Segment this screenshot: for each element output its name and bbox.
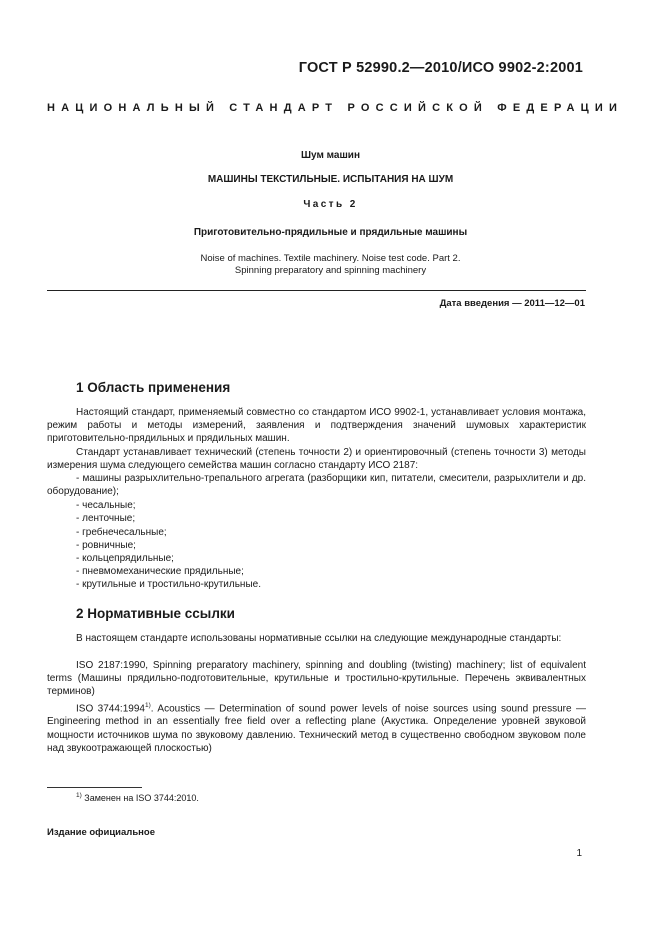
reference-iso-2187 (47, 659, 586, 698)
title-divider (47, 290, 586, 291)
list-item: - кольцепрядильные; (76, 553, 174, 564)
reference-iso-3744-text: . Acoustics — Determination of sound power levels of noise sources using sound pressure — Engineering method in an essentially free field over a reflecting plane (Акустика. Определение уровней звуковой мощности источников шума по звуковому давлению. Технический метод в существенно свободном звуковом поле над звукоотражающей плоскостью) (47, 703, 587, 754)
section2-paragraph1 (47, 632, 586, 645)
document-code: ГОСТ Р 52990.2—2010/ИСО 9902-2:2001 (298, 60, 583, 76)
section1-p1-text: Настоящий стандарт, применяемый совместно со стандартом ИСО 9902-1, устанавливает условия монтажа, режим работы и методы измерений, заявления и подтверждения значений шумовых характеристик приготовительно-прядильных и прядильных машин. (47, 407, 586, 445)
list-item: - чесальные; (76, 500, 136, 511)
footnote-divider (47, 787, 142, 788)
section1-paragraph2 (47, 446, 586, 472)
national-standard-header: НАЦИОНАЛЬНЫЙ СТАНДАРТ РОССИЙСКОЙ ФЕДЕРАЦИИ (47, 102, 624, 114)
introduction-date: Дата введения — 2011—12—01 (439, 298, 585, 309)
reference-iso-3744-code: ISO 3744:1994 (76, 703, 145, 715)
footnote-text: Заменен на ISO 3744:2010. (81, 793, 199, 803)
list-item: - крутильные и тростильно-крутильные. (76, 579, 261, 590)
footnote-marker: 1) (144, 702, 151, 709)
footnote-marker: 1) (76, 792, 82, 799)
list-item: - ровничные; (76, 540, 136, 551)
section2-heading: 2 Нормативные ссылки (76, 606, 235, 621)
title-subject: Шум машин (300, 150, 360, 161)
section1-paragraph1 (47, 406, 586, 445)
section1-heading: 1 Область применения (76, 380, 231, 395)
reference-iso-2187-text: ISO 2187:1990, Spinning preparatory machinery, spinning and doubling (twisting) machinery; list of equivalent terms (Машины прядильно-подготовительные, крутильные и тростильно-крутильные. Перечень эквивалентных терминов) (47, 660, 586, 698)
list-item: - гребнечесальные; (76, 527, 167, 538)
reference-iso-3744 (47, 699, 586, 755)
list-item: - пневмомеханические прядильные; (76, 566, 244, 577)
title-part: Часть 2 (303, 199, 358, 210)
title-english (47, 253, 614, 277)
title-english-line1: Noise of machines. Textile machinery. Noise test code. Part 2. (200, 253, 461, 264)
title-english-line2: Spinning preparatory and spinning machinery (234, 265, 427, 276)
title-main: МАШИНЫ ТЕКСТИЛЬНЫЕ. ИСПЫТАНИЯ НА ШУМ (207, 174, 454, 185)
title-subtitle: Приготовительно-прядильные и прядильные машины (193, 227, 468, 238)
section2-p1-text: В настоящем стандарте использованы нормативные ссылки на следующие международные стандарты: (76, 633, 562, 644)
page-number: 1 (576, 848, 582, 859)
edition-label: Издание официальное (47, 827, 155, 838)
list-item: - машины разрыхлительно-трепального агрегата (разборщики кип, питатели, смесители, разрыхлители и др. оборудование); (47, 473, 586, 498)
footnote (76, 792, 199, 803)
list-item: - ленточные; (76, 513, 136, 524)
section1-p2-text: Стандарт устанавливает технический (степень точности 2) и ориентировочный (степень точности 3) методы измерения шума следующего семейства машин согласно стандарту ИСО 2187: (47, 447, 586, 472)
